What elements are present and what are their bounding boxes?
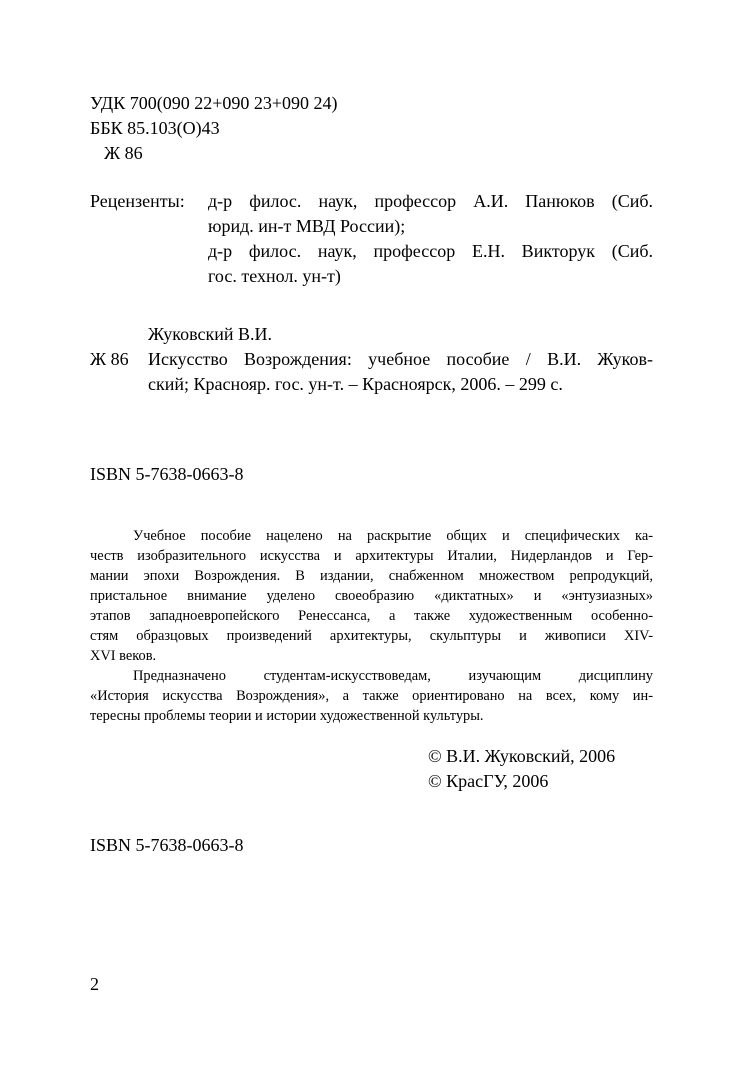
author-mark: Ж 86 [104, 143, 143, 163]
reviewer-line: д-р филос. наук, профессор Е.Н. Викторук (Сиб. [208, 241, 653, 261]
page-number: 2 [90, 974, 99, 994]
isbn-bottom: ISBN 5-7638-0663-8 [90, 835, 244, 855]
copyright-author: © В.И. Жуковский, 2006 [428, 746, 616, 766]
udk-code: УДК 700(090 22+090 23+090 24) [90, 93, 338, 113]
bib-imprint-line: ский; Краснояр. гос. ун-т. – Красноярск, 2006. – 299 с. [148, 374, 563, 394]
annotation-line: этапов западноевропейского Ренессанса, а также художественным особенно- [90, 608, 653, 624]
annotation-line: XVI веков. [90, 648, 157, 664]
copyright-publisher: © КрасГУ, 2006 [428, 771, 549, 791]
reviewer-line: юрид. ин-т МВД России); [208, 216, 406, 236]
bib-mark: Ж 86 [90, 349, 129, 369]
annotation-line: Учебное пособие нацелено на раскрытие общих и специфических ка- [133, 528, 653, 544]
bib-author: Жуковский В.И. [148, 324, 272, 344]
annotation-line: пристальное внимание уделено своеобразию «диктатных» и «энтузиазных» [90, 588, 653, 604]
reviewers-label: Рецензенты: [90, 191, 185, 211]
annotation-line: тересны проблемы теории и истории художественной культуры. [90, 708, 484, 724]
annotation-line: честв изобразительного искусства и архитектуры Италии, Нидерландов и Гер- [90, 548, 653, 564]
reviewer-line: гос. технол. ун-т) [208, 266, 341, 286]
annotation-line: Предназначено студентам-искусствоведам, изучающим дисциплину [133, 668, 653, 684]
bib-title-line: Искусство Возрождения: учебное пособие / В.И. Жуков- [148, 349, 653, 369]
bbk-code: ББК 85.103(О)43 [90, 118, 220, 138]
isbn-top: ISBN 5-7638-0663-8 [90, 464, 244, 484]
reviewer-line: д-р филос. наук, профессор А.И. Панюков (Сиб. [208, 191, 653, 211]
annotation-line: мании эпохи Возрождения. В издании, снабженном множеством репродукций, [90, 568, 653, 584]
annotation-line: стям образцовых произведений архитектуры, скульптуры и живописи XIV- [90, 628, 653, 644]
annotation-line: «История искусства Возрождения», а также ориентировано на всех, кому ин- [90, 688, 653, 704]
